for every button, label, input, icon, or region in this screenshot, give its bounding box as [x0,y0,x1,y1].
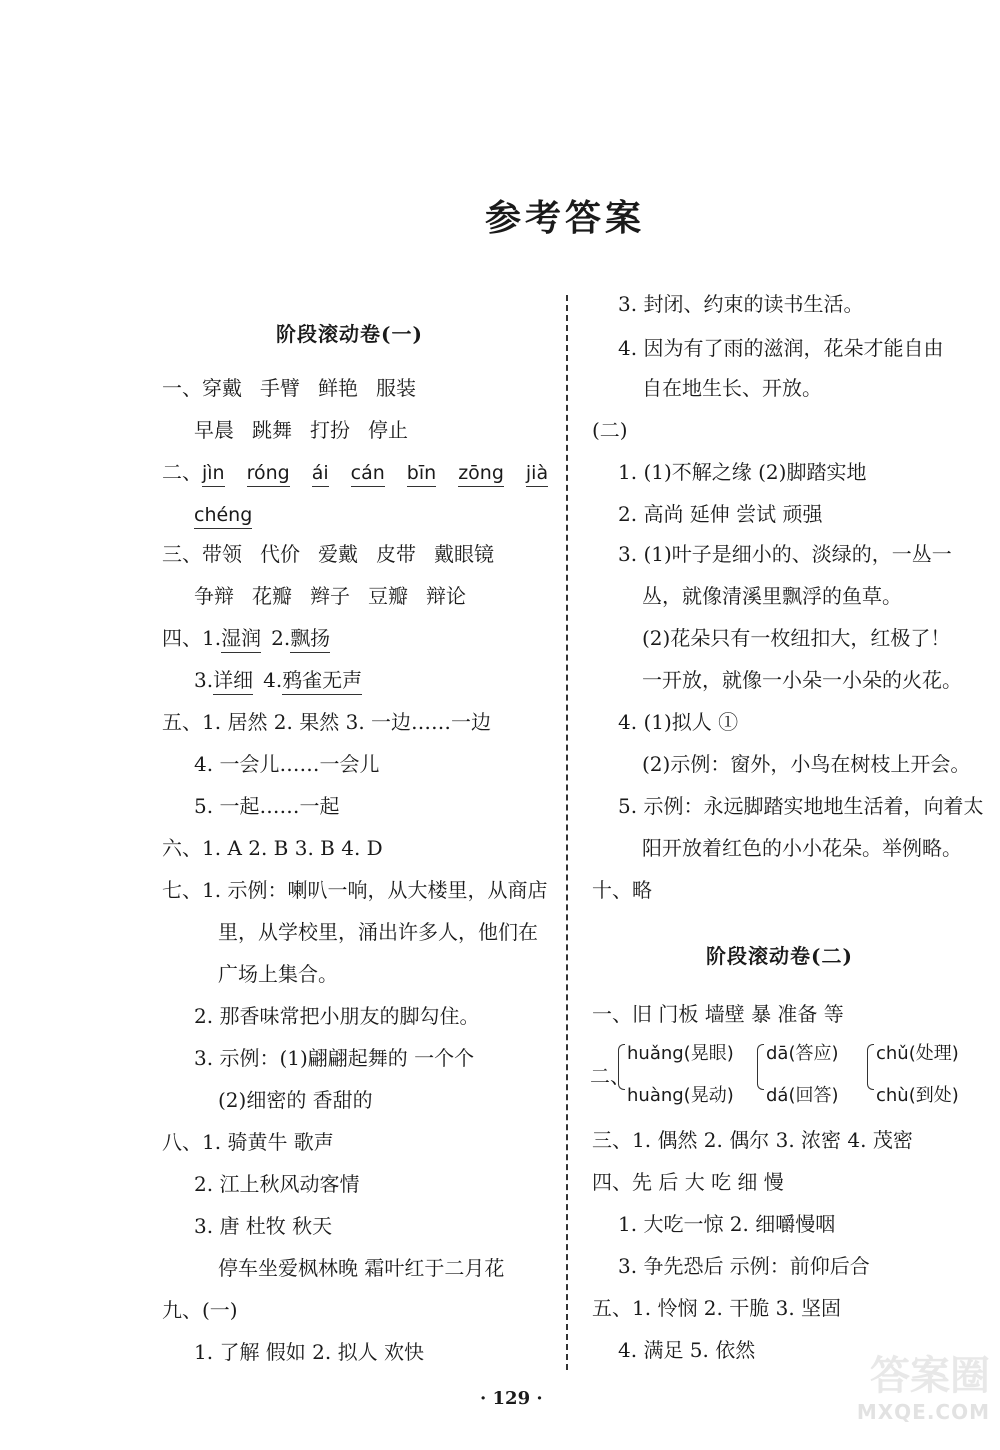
answer-s3: 三、1. 偶然 2. 偶尔 3. 浓密 4. 茂密 [592,1128,913,1152]
section-heading-2: 阶段滚动卷(二) [706,944,853,968]
watermark-logo [840,1352,990,1442]
answer-r5: 1. (1)不解之缘 (2)脚踏实地 [618,460,867,484]
answer-s6: 3. 争先恐后 示例：前仰后合 [618,1254,870,1278]
answer-r4: (二) [592,418,628,442]
answer-r9: (2)花朵只有一枚纽扣大，红极了！ [642,626,951,650]
answer-r10: 一开放，就像一小朵一小朵的火花。 [642,668,962,692]
answer-q4-line1: 四、1.湿润 2.飘扬 [162,624,330,652]
watermark-sub-text: MXQE.COM [856,1400,990,1424]
answer-q7-line3: 广场上集合。 [218,962,338,986]
answer-s2-g2-a: dā(答应) [766,1043,839,1064]
answer-r8: 丛，就像清溪里飘浮的鱼草。 [642,584,902,608]
answer-r12: (2)示例：窗外，小鸟在树枝上开会。 [642,752,971,776]
answer-r14: 阳开放着红色的小小花朵。举例略。 [642,836,962,860]
answer-s8: 4. 满足 5. 依然 [618,1338,756,1362]
section-heading-1: 阶段滚动卷(一) [276,322,423,346]
answer-q9-line1: 九、(一) [162,1298,238,1322]
answer-q5-line3: 5. 一起……一起 [194,794,340,818]
answer-q7-line2: 里，从学校里，涌出许多人，他们在 [218,920,538,944]
answer-q7-line5: 3. 示例：(1)翩翩起舞的 一个个 [194,1046,475,1070]
answer-q2-line2: chéng [194,500,274,529]
brace-1 [618,1044,625,1090]
answer-s2-g3-a: chǔ(处理) [876,1043,959,1064]
answer-q3-line2: 争辩 花瓣 辫子 豆瓣 辩论 [194,584,466,608]
page-number: · 129 · [480,1388,543,1409]
answer-r1: 3. 封闭、约束的读书生活。 [618,292,864,316]
answer-q8-line1: 八、1. 骑黄牛 歌声 [162,1130,334,1154]
page-title: 参考答案 [484,197,645,239]
answer-q7-line1: 七、1. 示例：喇叭一响，从大楼里，从商店 [162,878,548,902]
answer-s2-g1-a: huǎng(晃眼) [627,1043,734,1064]
answer-s5: 1. 大吃一惊 2. 细嚼慢咽 [618,1212,836,1236]
column-divider [566,295,568,1370]
answer-q3-line1: 三、带领 代价 爱戴 皮带 戴眼镜 [162,542,494,566]
answer-q1-line1: 一、穿戴 手臂 鲜艳 服装 [162,376,416,400]
answer-s2-g3-b: chù(到处) [876,1085,959,1106]
answer-r2: 4. 因为有了雨的滋润，花朵才能自由 [618,336,944,360]
answer-q6: 六、1. A 2. B 3. B 4. D [162,836,383,860]
answer-q2-line1: 二、jìn róng ái cán bīn zōng jià [162,458,570,487]
answer-q8-line3: 3. 唐 杜牧 秋天 [194,1214,333,1238]
answer-r13: 5. 示例：永远脚踏实地地生活着，向着太 [618,794,984,818]
answer-q9-line2: 1. 了解 假如 2. 拟人 欢快 [194,1340,424,1364]
answer-r11: 4. (1)拟人 ① [618,710,739,734]
answer-s7: 五、1. 怜悯 2. 干脆 3. 坚固 [592,1296,842,1320]
answer-r15: 十、略 [592,878,652,902]
answer-s2-g1-b: huàng(晃动) [627,1085,734,1106]
answer-q1-line2: 早晨 跳舞 打扮 停止 [194,418,408,442]
answer-q7-line6: (2)细密的 香甜的 [218,1088,373,1112]
brace-2 [757,1044,764,1090]
answer-s2-g2-b: dá(回答) [766,1085,839,1106]
answer-q5-line1: 五、1. 居然 2. 果然 3. 一边……一边 [162,710,492,734]
answer-s2-label: 二、 [590,1064,630,1088]
answer-s4: 四、先 后 大 吃 细 慢 [592,1170,784,1194]
answer-s1: 一、旧 门板 墙壁 暴 准备 等 [592,1002,844,1026]
answer-r7: 3. (1)叶子是细小的、淡绿的，一丛一 [618,542,952,566]
answer-q4-line2: 3.详细 4.鸦雀无声 [194,666,362,694]
answer-q8-line2: 2. 江上秋风动客情 [194,1172,360,1196]
answer-q8-line4: 停车坐爱枫林晚 霜叶红于二月花 [218,1256,505,1280]
answer-r6: 2. 高尚 延伸 尝试 顽强 [618,502,823,526]
watermark-main-text: 答案圈 [870,1353,990,1399]
answer-q7-line4: 2. 那香味常把小朋友的脚勾住。 [194,1004,480,1028]
brace-3 [867,1044,874,1090]
answer-r3: 自在地生长、开放。 [642,376,822,400]
answer-q5-line2: 4. 一会儿……一会儿 [194,752,380,776]
